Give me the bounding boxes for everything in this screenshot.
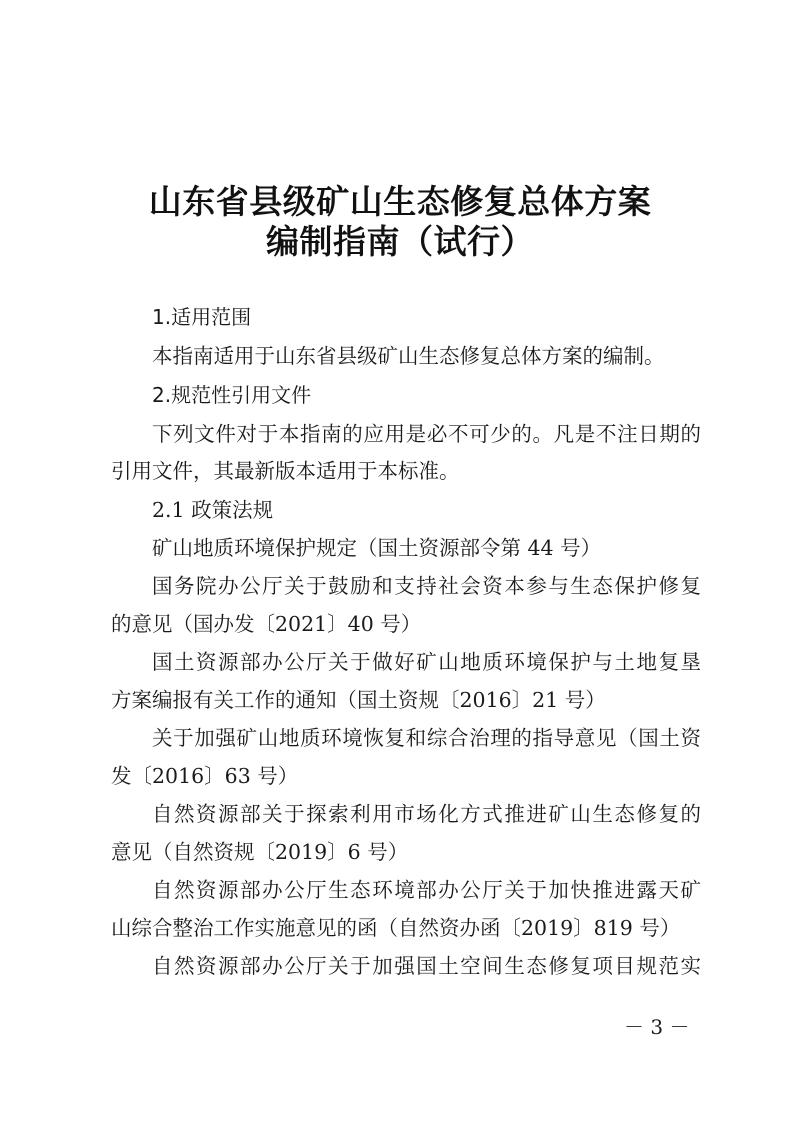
reference-3-line-1: 国土资源部办公厅关于做好矿山地质环境保护与土地复垦	[152, 650, 701, 674]
reference-5-line-1: 自然资源部关于探索利用市场化方式推进矿山生态修复的	[152, 802, 701, 826]
section-2-heading: 2.规范性引用文件	[152, 383, 312, 407]
page-number: － 3 －	[624, 1015, 690, 1039]
section-1-heading: 1.适用范围	[152, 305, 252, 329]
document-title-line-1: 山东省县级矿山生态修复总体方案	[148, 182, 652, 221]
reference-2-line-2: 的意见（国办发〔2021〕40 号）	[111, 612, 422, 636]
reference-1-line-1: 矿山地质环境保护规定（国土资源部令第 44 号）	[152, 536, 602, 560]
section-2-text-line-2: 引用文件，其最新版本适用于本标准。	[111, 459, 460, 483]
reference-6-line-2: 山综合整治工作实施意见的函（自然资办函〔2019〕819 号）	[111, 916, 681, 940]
reference-4-line-1: 关于加强矿山地质环境恢复和综合治理的指导意见（国土资	[152, 726, 701, 750]
reference-3-line-2: 方案编报有关工作的通知（国土资规〔2016〕21 号）	[111, 688, 606, 712]
document-title-line-2: 编制指南（试行）	[266, 222, 534, 261]
reference-5-line-2: 意见（自然资规〔2019〕6 号）	[111, 840, 409, 864]
reference-6-line-1: 自然资源部办公厅生态环境部办公厅关于加快推进露天矿	[152, 878, 701, 902]
section-2-1-heading: 2.1 政策法规	[152, 498, 274, 522]
reference-4-line-2: 发〔2016〕63 号）	[111, 764, 299, 788]
section-2-text-line-1: 下列文件对于本指南的应用是必不可少的。凡是不注日期的	[152, 422, 701, 446]
reference-7-line-1: 自然资源部办公厅关于加强国土空间生态修复项目规范实	[152, 954, 701, 978]
section-1-text: 本指南适用于山东省县级矿山生态修复总体方案的编制。	[152, 344, 665, 368]
reference-2-line-1: 国务院办公厅关于鼓励和支持社会资本参与生态保护修复	[152, 574, 701, 598]
